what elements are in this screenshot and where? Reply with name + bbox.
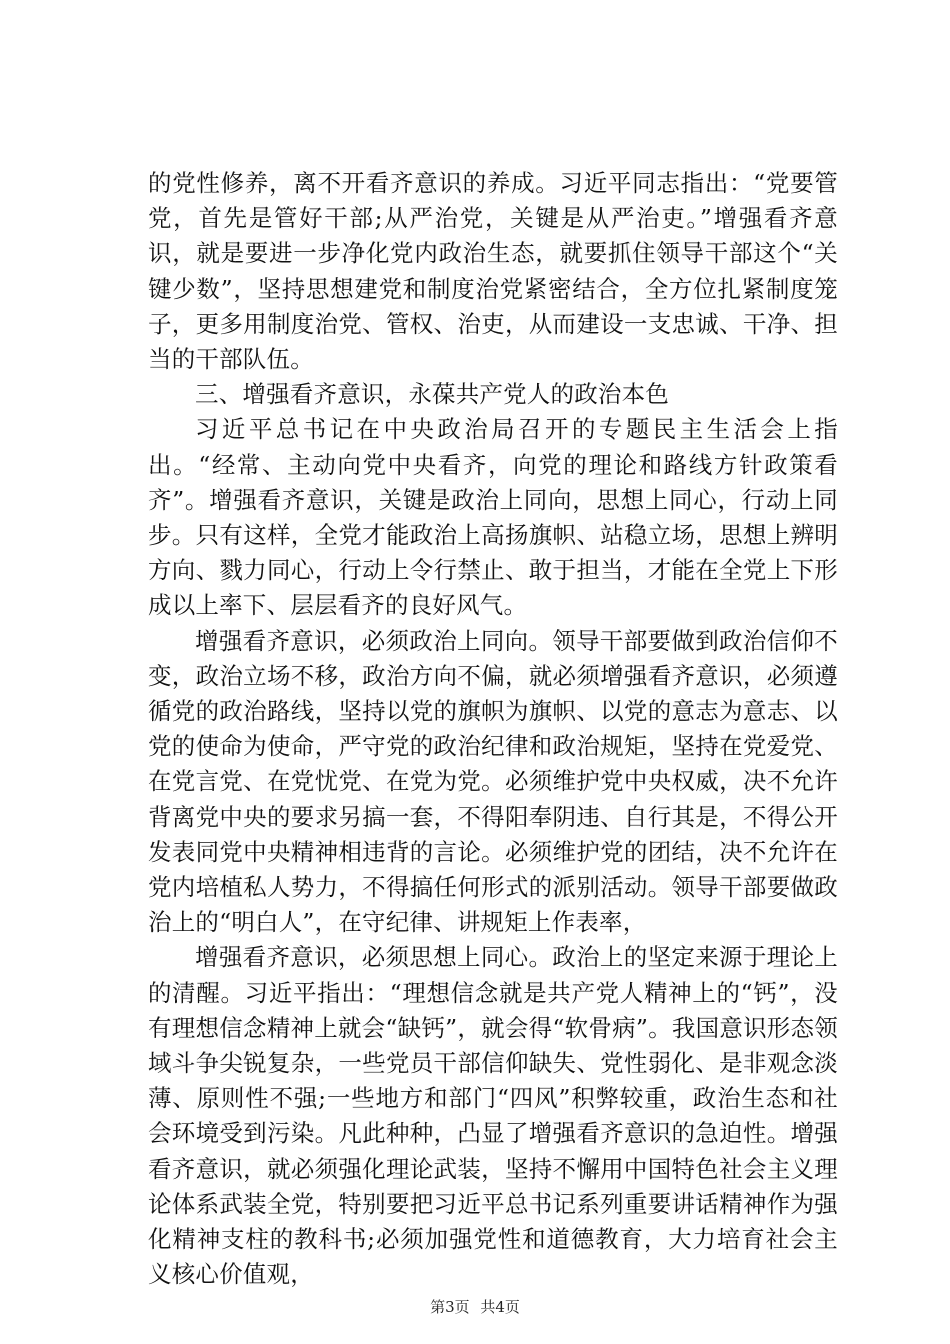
document-body [148,166,838,1293]
page-number: 第3页 [430,1298,470,1316]
section-heading: 三、增强看齐意识，永葆共产党人的政治本色 [195,380,669,409]
paragraph-4: 增强看齐意识，必须思想上同心。政治上的坚定来源于理论上的清醒。习近平指出：“理想信念就是共产党人精神上的“钙”，没有理想信念精神上就会“缺钙”，就会得“软骨病”。我国意识形态领域斗争尖锐复杂，一些党员干部信仰缺失、党性弱化、是非观念淡薄、原则性不强;一些地方和部门“四风”积弊较重，政治生态和社会环境受到污染。凡此种种，凸显了增强看齐意识的急迫性。增强看齐意识，就必须强化理论武装，坚持不懈用中国特色社会主义理论体系武装全党，特别要把习近平总书记系列重要讲话精神作为强化精神支柱的教科书;必须加强党性和道德教育，大力培育社会主义核心价值观， [148,943,838,1289]
page-total: 共4页 [480,1298,520,1316]
paragraph-2: 习近平总书记在中央政治局召开的专题民主生活会上指出。“经常、主动向党中央看齐，向党的理论和路线方针政策看齐”。增强看齐意识，关键是政治上同向，思想上同心，行动上同步。只有这样，全党才能政治上高扬旗帜、站稳立场，思想上辨明方向、戮力同心，行动上令行禁止、敢于担当，才能在全党上下形成以上率下、层层看齐的良好风气。 [148,415,838,620]
page-footer [0,1297,950,1317]
paragraph-3: 增强看齐意识，必须政治上同向。领导干部要做到政治信仰不变，政治立场不移，政治方向不偏，就必须增强看齐意识，必须遵循党的政治路线，坚持以党的旗帜为旗帜、以党的意志为意志、以党的使命为使命，严守党的政治纪律和政治规矩，坚持在党爱党、在党言党、在党忧党、在党为党。必须维护党中央权威，决不允许背离党中央的要求另搞一套，不得阳奉阴违、自行其是，不得公开发表同党中央精神相违背的言论。必须维护党的团结，决不允许在党内培植私人势力，不得搞任何形式的派别活动。领导干部要做政治上的“明白人”，在守纪律、讲规矩上作表率， [148,626,838,937]
paragraph-1: 的党性修养，离不开看齐意识的养成。习近平同志指出：“党要管党，首先是管好干部;从严治党，关键是从严治吏。”增强看齐意识，就是要进一步净化党内政治生态，就要抓住领导干部这个“关键少数”，坚持思想建党和制度治党紧密结合，全方位扎紧制度笼子，更多用制度治党、管权、治吏，从而建设一支忠诚、干净、担当的干部队伍。 [148,169,838,374]
